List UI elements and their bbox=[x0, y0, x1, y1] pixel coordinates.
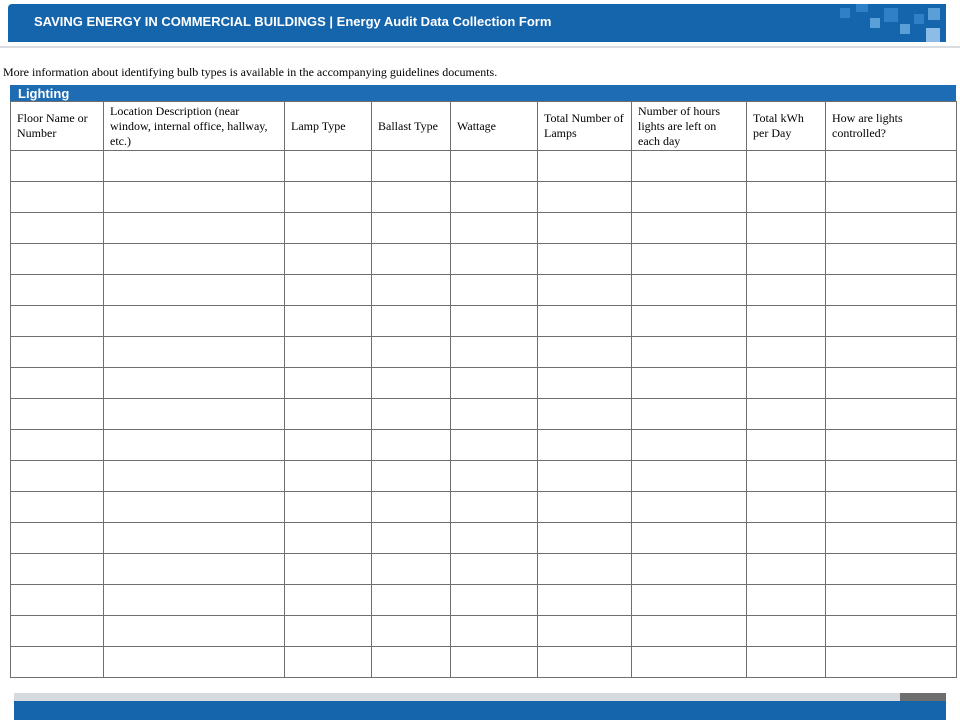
entry-cell[interactable] bbox=[372, 585, 451, 616]
entry-cell[interactable] bbox=[11, 213, 104, 244]
column-header: Total kWh per Day bbox=[747, 102, 826, 151]
entry-cell[interactable] bbox=[826, 461, 957, 492]
entry-cell[interactable] bbox=[451, 213, 538, 244]
entry-cell[interactable] bbox=[11, 492, 104, 523]
table-row bbox=[11, 182, 957, 213]
entry-cell[interactable] bbox=[826, 616, 957, 647]
entry-cell[interactable] bbox=[372, 461, 451, 492]
entry-cell[interactable] bbox=[11, 399, 104, 430]
entry-cell[interactable] bbox=[372, 368, 451, 399]
column-header: Ballast Type bbox=[372, 102, 451, 151]
entry-cell[interactable] bbox=[538, 368, 632, 399]
entry-cell[interactable] bbox=[285, 399, 372, 430]
column-header: Wattage bbox=[451, 102, 538, 151]
footer-accent bbox=[900, 693, 946, 701]
table-row bbox=[11, 244, 957, 275]
entry-cell[interactable] bbox=[747, 585, 826, 616]
entry-cell[interactable] bbox=[451, 368, 538, 399]
entry-cell[interactable] bbox=[826, 492, 957, 523]
table-row bbox=[11, 430, 957, 461]
entry-cell[interactable] bbox=[285, 151, 372, 182]
entry-cell[interactable] bbox=[285, 244, 372, 275]
section-label: Lighting bbox=[18, 86, 70, 101]
entry-cell[interactable] bbox=[11, 585, 104, 616]
entry-cell[interactable] bbox=[372, 337, 451, 368]
entry-cell[interactable] bbox=[104, 275, 285, 306]
entry-cell[interactable] bbox=[826, 306, 957, 337]
entry-cell[interactable] bbox=[451, 585, 538, 616]
entry-cell[interactable] bbox=[826, 151, 957, 182]
footer-bar bbox=[14, 701, 946, 720]
entry-cell[interactable] bbox=[11, 368, 104, 399]
entry-cell[interactable] bbox=[632, 430, 747, 461]
entry-cell[interactable] bbox=[826, 368, 957, 399]
entry-cell[interactable] bbox=[104, 585, 285, 616]
entry-cell[interactable] bbox=[372, 306, 451, 337]
entry-cell[interactable] bbox=[538, 306, 632, 337]
entry-cell[interactable] bbox=[372, 275, 451, 306]
entry-cell[interactable] bbox=[451, 337, 538, 368]
table-row bbox=[11, 399, 957, 430]
entry-cell[interactable] bbox=[11, 182, 104, 213]
entry-cell[interactable] bbox=[104, 523, 285, 554]
entry-cell[interactable] bbox=[826, 275, 957, 306]
entry-cell[interactable] bbox=[104, 616, 285, 647]
entry-cell[interactable] bbox=[632, 244, 747, 275]
entry-cell[interactable] bbox=[538, 151, 632, 182]
entry-cell[interactable] bbox=[451, 461, 538, 492]
entry-cell[interactable] bbox=[11, 306, 104, 337]
header-banner bbox=[8, 4, 946, 42]
entry-cell[interactable] bbox=[451, 399, 538, 430]
column-header: Location Description (near window, internal office, hallway, etc.) bbox=[104, 102, 285, 151]
entry-cell[interactable] bbox=[538, 430, 632, 461]
entry-cell[interactable] bbox=[747, 151, 826, 182]
entry-cell[interactable] bbox=[632, 461, 747, 492]
table-row bbox=[11, 213, 957, 244]
entry-cell[interactable] bbox=[451, 430, 538, 461]
lighting-table bbox=[10, 101, 957, 678]
entry-cell[interactable] bbox=[538, 213, 632, 244]
entry-cell[interactable] bbox=[451, 182, 538, 213]
entry-cell[interactable] bbox=[826, 647, 957, 678]
table-row bbox=[11, 585, 957, 616]
entry-cell[interactable] bbox=[11, 616, 104, 647]
entry-cell[interactable] bbox=[11, 647, 104, 678]
entry-cell[interactable] bbox=[104, 647, 285, 678]
entry-cell[interactable] bbox=[285, 585, 372, 616]
entry-cell[interactable] bbox=[104, 430, 285, 461]
lighting-section-header bbox=[10, 85, 956, 101]
entry-cell[interactable] bbox=[538, 244, 632, 275]
entry-cell[interactable] bbox=[104, 244, 285, 275]
entry-cell[interactable] bbox=[632, 213, 747, 244]
entry-cell[interactable] bbox=[632, 368, 747, 399]
entry-cell[interactable] bbox=[372, 523, 451, 554]
entry-cell[interactable] bbox=[11, 151, 104, 182]
entry-cell[interactable] bbox=[826, 213, 957, 244]
table-row bbox=[11, 492, 957, 523]
entry-cell[interactable] bbox=[104, 492, 285, 523]
entry-cell[interactable] bbox=[747, 337, 826, 368]
entry-cell[interactable] bbox=[747, 213, 826, 244]
entry-cell[interactable] bbox=[451, 492, 538, 523]
entry-cell[interactable] bbox=[826, 244, 957, 275]
column-header: Total Number of Lamps bbox=[538, 102, 632, 151]
table-row bbox=[11, 523, 957, 554]
entry-cell[interactable] bbox=[826, 554, 957, 585]
table-row bbox=[11, 306, 957, 337]
entry-cell[interactable] bbox=[285, 306, 372, 337]
entry-cell[interactable] bbox=[451, 554, 538, 585]
entry-cell[interactable] bbox=[285, 430, 372, 461]
entry-cell[interactable] bbox=[826, 523, 957, 554]
table-row bbox=[11, 616, 957, 647]
entry-cell[interactable] bbox=[747, 647, 826, 678]
column-header: How are lights controlled? bbox=[826, 102, 957, 151]
entry-cell[interactable] bbox=[285, 554, 372, 585]
entry-cell[interactable] bbox=[372, 182, 451, 213]
entry-cell[interactable] bbox=[826, 585, 957, 616]
entry-cell[interactable] bbox=[747, 430, 826, 461]
entry-cell[interactable] bbox=[632, 616, 747, 647]
entry-cell[interactable] bbox=[11, 430, 104, 461]
entry-cell[interactable] bbox=[632, 399, 747, 430]
entry-cell[interactable] bbox=[451, 151, 538, 182]
entry-cell[interactable] bbox=[104, 213, 285, 244]
info-text: More information about identifying bulb types is available in the accompanying guidelines documents. bbox=[3, 65, 498, 79]
entry-cell[interactable] bbox=[632, 492, 747, 523]
entry-cell[interactable] bbox=[451, 523, 538, 554]
table-row bbox=[11, 275, 957, 306]
entry-cell[interactable] bbox=[632, 182, 747, 213]
entry-cell[interactable] bbox=[372, 213, 451, 244]
entry-cell[interactable] bbox=[538, 182, 632, 213]
entry-cell[interactable] bbox=[104, 554, 285, 585]
entry-cell[interactable] bbox=[285, 337, 372, 368]
entry-cell[interactable] bbox=[538, 523, 632, 554]
entry-cell[interactable] bbox=[538, 585, 632, 616]
entry-cell[interactable] bbox=[285, 616, 372, 647]
entry-cell[interactable] bbox=[372, 151, 451, 182]
entry-cell[interactable] bbox=[285, 523, 372, 554]
entry-cell[interactable] bbox=[11, 337, 104, 368]
entry-cell[interactable] bbox=[285, 492, 372, 523]
entry-cell[interactable] bbox=[451, 616, 538, 647]
entry-cell[interactable] bbox=[285, 275, 372, 306]
entry-cell[interactable] bbox=[826, 182, 957, 213]
entry-cell[interactable] bbox=[538, 492, 632, 523]
table-row bbox=[11, 368, 957, 399]
table-row bbox=[11, 647, 957, 678]
entry-cell[interactable] bbox=[747, 306, 826, 337]
table-row bbox=[11, 554, 957, 585]
entry-cell[interactable] bbox=[285, 461, 372, 492]
entry-cell[interactable] bbox=[372, 616, 451, 647]
column-header: Floor Name or Number bbox=[11, 102, 104, 151]
entry-cell[interactable] bbox=[372, 554, 451, 585]
footer-rule bbox=[14, 693, 946, 701]
entry-cell[interactable] bbox=[285, 182, 372, 213]
table-row bbox=[11, 337, 957, 368]
entry-cell[interactable] bbox=[104, 368, 285, 399]
entry-cell[interactable] bbox=[747, 554, 826, 585]
entry-cell[interactable] bbox=[104, 337, 285, 368]
header-row bbox=[11, 102, 957, 151]
entry-cell[interactable] bbox=[747, 368, 826, 399]
entry-cell[interactable] bbox=[11, 523, 104, 554]
entry-cell[interactable] bbox=[372, 399, 451, 430]
entry-cell[interactable] bbox=[632, 337, 747, 368]
entry-cell[interactable] bbox=[538, 616, 632, 647]
entry-cell[interactable] bbox=[11, 461, 104, 492]
entry-cell[interactable] bbox=[11, 244, 104, 275]
entry-cell[interactable] bbox=[104, 151, 285, 182]
entry-cell[interactable] bbox=[285, 647, 372, 678]
entry-cell[interactable] bbox=[538, 554, 632, 585]
entry-cell[interactable] bbox=[372, 244, 451, 275]
entry-cell[interactable] bbox=[747, 399, 826, 430]
entry-cell[interactable] bbox=[747, 182, 826, 213]
entry-cell[interactable] bbox=[747, 492, 826, 523]
entry-cell[interactable] bbox=[104, 306, 285, 337]
entry-cell[interactable] bbox=[285, 368, 372, 399]
entry-cell[interactable] bbox=[632, 275, 747, 306]
entry-cell[interactable] bbox=[538, 647, 632, 678]
entry-cell[interactable] bbox=[538, 275, 632, 306]
entry-cell[interactable] bbox=[451, 306, 538, 337]
entry-cell[interactable] bbox=[747, 616, 826, 647]
entry-cell[interactable] bbox=[747, 275, 826, 306]
entry-cell[interactable] bbox=[538, 337, 632, 368]
entry-cell[interactable] bbox=[372, 430, 451, 461]
table-row bbox=[11, 461, 957, 492]
entry-cell[interactable] bbox=[372, 647, 451, 678]
entry-cell[interactable] bbox=[826, 337, 957, 368]
form-title: SAVING ENERGY IN COMMERCIAL BUILDINGS | Energy Audit Data Collection Form bbox=[34, 14, 552, 29]
entry-cell[interactable] bbox=[11, 275, 104, 306]
entry-cell[interactable] bbox=[632, 306, 747, 337]
entry-cell[interactable] bbox=[11, 554, 104, 585]
entry-cell[interactable] bbox=[747, 461, 826, 492]
entry-cell[interactable] bbox=[104, 461, 285, 492]
entry-cell[interactable] bbox=[632, 585, 747, 616]
entry-cell[interactable] bbox=[632, 151, 747, 182]
entry-cell[interactable] bbox=[451, 275, 538, 306]
entry-cell[interactable] bbox=[104, 182, 285, 213]
entry-cell[interactable] bbox=[372, 492, 451, 523]
entry-cell[interactable] bbox=[285, 213, 372, 244]
entry-cell[interactable] bbox=[632, 647, 747, 678]
table-body bbox=[11, 151, 957, 678]
entry-cell[interactable] bbox=[538, 399, 632, 430]
entry-cell[interactable] bbox=[632, 554, 747, 585]
column-header: Number of hours lights are left on each day bbox=[632, 102, 747, 151]
entry-cell[interactable] bbox=[451, 244, 538, 275]
entry-cell[interactable] bbox=[538, 461, 632, 492]
entry-cell[interactable] bbox=[451, 647, 538, 678]
column-header: Lamp Type bbox=[285, 102, 372, 151]
entry-cell[interactable] bbox=[747, 244, 826, 275]
entry-cell[interactable] bbox=[826, 430, 957, 461]
header-divider bbox=[0, 46, 960, 48]
entry-cell[interactable] bbox=[826, 399, 957, 430]
table-row bbox=[11, 151, 957, 182]
decorative-squares bbox=[826, 4, 946, 46]
entry-cell[interactable] bbox=[747, 523, 826, 554]
entry-cell[interactable] bbox=[632, 523, 747, 554]
entry-cell[interactable] bbox=[104, 399, 285, 430]
